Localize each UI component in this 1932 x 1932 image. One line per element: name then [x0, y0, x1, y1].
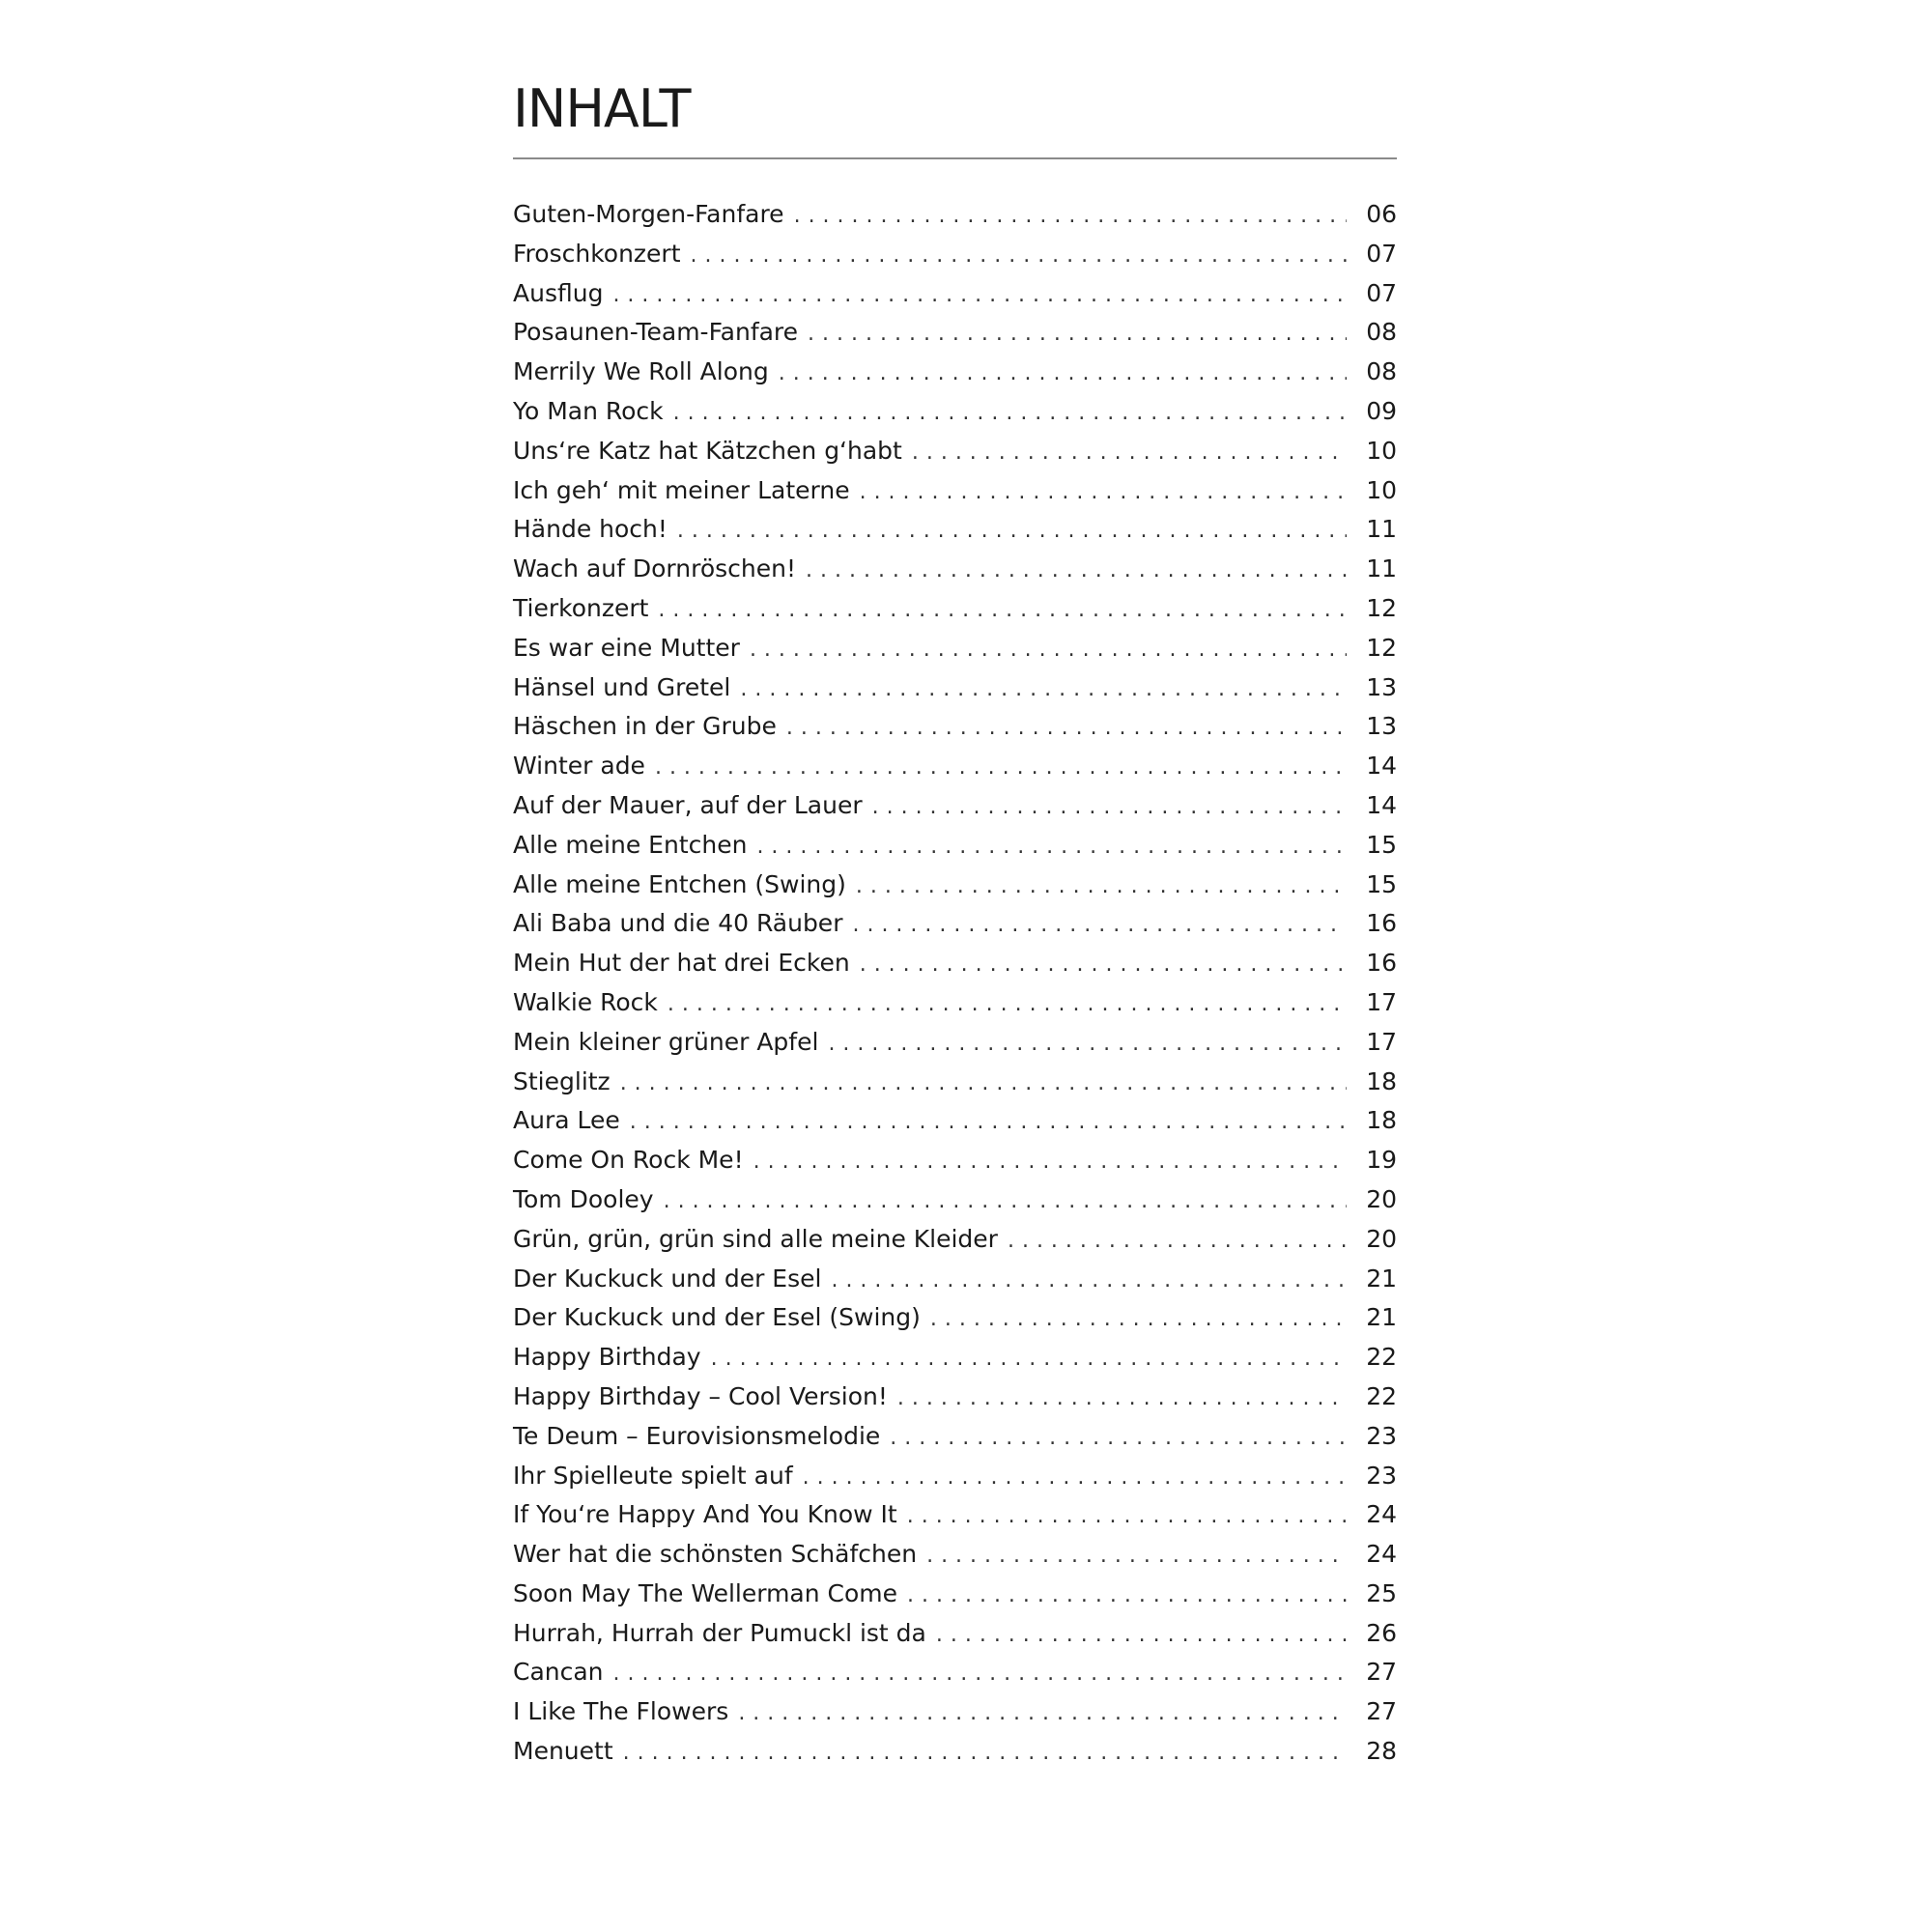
toc-entry [513, 1457, 1397, 1496]
toc-entry [513, 747, 1397, 786]
toc-entry-title: Uns‘re Katz hat Kätzchen g‘habt [513, 436, 902, 465]
dot-leader [677, 512, 1347, 552]
dot-leader [673, 394, 1347, 434]
dot-leader [738, 1694, 1347, 1734]
toc-entry-page-number: 12 [1366, 593, 1397, 622]
toc-entry-page-number: 16 [1366, 909, 1397, 938]
toc-entry-title: Wach auf Dornröschen! [513, 554, 797, 583]
dot-leader [750, 631, 1347, 670]
toc-entry-page-number: 20 [1366, 1184, 1397, 1213]
toc-entry-page-number: 21 [1366, 1303, 1397, 1332]
dot-leader [930, 1300, 1347, 1340]
toc-entry [513, 629, 1397, 668]
dot-leader [786, 709, 1347, 749]
toc-entry [513, 313, 1397, 353]
toc-entry-page-number: 08 [1366, 318, 1397, 347]
toc-entry-title: Mein Hut der hat drei Ecken [513, 949, 850, 978]
toc-entry [513, 707, 1397, 747]
toc-entry-page-number: 14 [1366, 790, 1397, 819]
toc-entry [513, 195, 1397, 235]
toc-entry-title: Walkie Rock [513, 987, 658, 1016]
toc-entry-title: Guten-Morgen-Fanfare [513, 200, 784, 228]
toc-entry-title: Stieglitz [513, 1066, 611, 1095]
dot-leader [668, 985, 1347, 1025]
toc-entry [513, 432, 1397, 471]
toc-entry [513, 826, 1397, 866]
dot-leader [860, 473, 1347, 513]
toc-entry-page-number: 28 [1366, 1737, 1397, 1766]
dot-leader [890, 1419, 1347, 1459]
toc-entry-title: Ali Baba und die 40 Räuber [513, 909, 843, 938]
toc-entry [513, 1101, 1397, 1141]
toc-entry-title: Hurrah, Hurrah der Pumuckl ist da [513, 1618, 926, 1647]
toc-entry [513, 668, 1397, 708]
toc-entry [513, 1653, 1397, 1692]
toc-entry-page-number: 12 [1366, 633, 1397, 662]
page-title: INHALT [513, 78, 691, 139]
dot-leader [831, 1262, 1347, 1301]
dot-leader [756, 828, 1347, 867]
toc-entry-page-number: 22 [1366, 1343, 1397, 1372]
toc-entry-title: Yo Man Rock [513, 396, 664, 425]
toc-entry [513, 1614, 1397, 1654]
dot-leader [613, 1655, 1347, 1694]
toc-entry [513, 1692, 1397, 1732]
toc-entry [513, 1180, 1397, 1220]
toc-entry-page-number: 27 [1366, 1658, 1397, 1687]
dot-leader [620, 1065, 1347, 1104]
toc-entry-page-number: 08 [1366, 357, 1397, 386]
toc-entry [513, 589, 1397, 629]
toc-entry-title: Come On Rock Me! [513, 1146, 744, 1175]
toc-entry [513, 1260, 1397, 1299]
toc-entry-title: Tom Dooley [513, 1184, 654, 1213]
toc-entry [513, 786, 1397, 826]
toc-entry-page-number: 15 [1366, 830, 1397, 859]
toc-entry-title: Hände hoch! [513, 515, 668, 544]
toc-entry-page-number: 24 [1366, 1540, 1397, 1569]
toc-entry-page-number: 09 [1366, 396, 1397, 425]
dot-leader [779, 355, 1347, 394]
dot-leader [740, 670, 1347, 710]
toc-entry [513, 1732, 1397, 1772]
toc-entry-page-number: 24 [1366, 1500, 1397, 1529]
dot-leader [630, 1103, 1347, 1143]
toc-entry [513, 1535, 1397, 1575]
toc-entry-page-number: 19 [1366, 1146, 1397, 1175]
toc-entry-page-number: 16 [1366, 949, 1397, 978]
toc-entry-page-number: 07 [1366, 278, 1397, 307]
toc-entry-page-number: 06 [1366, 200, 1397, 228]
toc-entry [513, 983, 1397, 1023]
toc-entry-title: Posaunen-Team-Fanfare [513, 318, 799, 347]
toc-entry-title: Der Kuckuck und der Esel (Swing) [513, 1303, 921, 1332]
toc-entry-title: Winter ade [513, 752, 645, 781]
dot-leader [806, 552, 1347, 591]
toc-entry-title: Ausflug [513, 278, 604, 307]
toc-entry [513, 944, 1397, 983]
dot-leader [612, 276, 1347, 316]
dot-leader [852, 906, 1347, 946]
toc-entry-title: If You‘re Happy And You Know It [513, 1500, 897, 1529]
toc-entry-page-number: 10 [1366, 475, 1397, 504]
toc-entry-page-number: 14 [1366, 752, 1397, 781]
dot-leader [828, 1025, 1347, 1065]
toc-entry [513, 904, 1397, 944]
dot-leader [936, 1616, 1347, 1656]
toc-entry-title: Wer hat die schönsten Schäfchen [513, 1540, 918, 1569]
toc-entry-title: Alle meine Entchen (Swing) [513, 869, 846, 898]
toc-entry-title: Mein kleiner grüner Apfel [513, 1027, 819, 1056]
dot-leader [856, 867, 1347, 907]
toc-entry-title: Es war eine Mutter [513, 633, 740, 662]
dot-leader [691, 237, 1347, 276]
toc-entry-title: Aura Lee [513, 1106, 620, 1135]
toc-entry-title: Froschkonzert [513, 239, 681, 268]
toc-entry-title: Menuett [513, 1737, 613, 1766]
toc-entry-page-number: 22 [1366, 1381, 1397, 1410]
toc-entry-title: Grün, grün, grün sind alle meine Kleider [513, 1224, 998, 1253]
toc-entry-title: Happy Birthday – Cool Version! [513, 1381, 888, 1410]
toc-entry [513, 1298, 1397, 1338]
toc-entry [513, 1141, 1397, 1180]
toc-entry [513, 235, 1397, 274]
dot-leader [623, 1734, 1347, 1774]
toc-entry [513, 1495, 1397, 1535]
toc-entry-title: Cancan [513, 1658, 604, 1687]
toc-entry-page-number: 27 [1366, 1697, 1397, 1726]
toc-entry [513, 1338, 1397, 1378]
toc-entry-title: Hänsel und Gretel [513, 672, 731, 701]
dot-leader [926, 1537, 1347, 1577]
toc-entry-page-number: 15 [1366, 869, 1397, 898]
toc-entry [513, 1023, 1397, 1063]
toc-entry [513, 471, 1397, 511]
toc-entry-title: Ihr Spielleute spielt auf [513, 1461, 793, 1490]
dot-leader [912, 434, 1347, 473]
dot-leader [753, 1143, 1347, 1182]
toc-entry-page-number: 11 [1366, 554, 1397, 583]
toc-entry-page-number: 23 [1366, 1461, 1397, 1490]
dot-leader [794, 197, 1347, 237]
toc-entry-page-number: 17 [1366, 987, 1397, 1016]
toc-entry-page-number: 17 [1366, 1027, 1397, 1056]
toc-entry-page-number: 11 [1366, 515, 1397, 544]
toc-entry [513, 392, 1397, 432]
dot-leader [655, 749, 1347, 788]
toc-entry-title: Tierkonzert [513, 593, 649, 622]
toc-entry-page-number: 26 [1366, 1618, 1397, 1647]
toc-entry-title: Häschen in der Grube [513, 712, 777, 741]
title-divider [513, 157, 1397, 159]
toc-entry-title: Soon May The Wellerman Come [513, 1578, 898, 1607]
dot-leader [907, 1497, 1347, 1537]
dot-leader [808, 315, 1347, 355]
toc-entry-title: Auf der Mauer, auf der Lauer [513, 790, 863, 819]
dot-leader [1008, 1222, 1347, 1262]
dot-leader [907, 1577, 1347, 1616]
toc-entry-page-number: 25 [1366, 1578, 1397, 1607]
toc-entry-page-number: 07 [1366, 239, 1397, 268]
toc-entry [513, 1575, 1397, 1614]
toc-entry [513, 1378, 1397, 1417]
toc-entry-page-number: 13 [1366, 712, 1397, 741]
toc-list [513, 195, 1397, 1772]
dot-leader [664, 1182, 1347, 1222]
dot-leader [658, 591, 1347, 631]
toc-entry [513, 866, 1397, 905]
toc-entry-title: I Like The Flowers [513, 1697, 729, 1726]
toc-entry [513, 510, 1397, 550]
toc-entry-page-number: 10 [1366, 436, 1397, 465]
toc-entry-page-number: 13 [1366, 672, 1397, 701]
toc-entry-title: Ich geh‘ mit meiner Laterne [513, 475, 850, 504]
toc-entry-page-number: 18 [1366, 1066, 1397, 1095]
dot-leader [860, 946, 1347, 985]
dot-leader [803, 1459, 1347, 1498]
toc-entry [513, 274, 1397, 314]
toc-entry-page-number: 23 [1366, 1421, 1397, 1450]
dot-leader [711, 1340, 1347, 1379]
toc-entry-page-number: 20 [1366, 1224, 1397, 1253]
toc-entry-page-number: 21 [1366, 1264, 1397, 1293]
toc-entry-title: Alle meine Entchen [513, 830, 748, 859]
toc-entry-title: Te Deum – Eurovisionsmelodie [513, 1421, 881, 1450]
toc-entry [513, 550, 1397, 589]
toc-entry [513, 353, 1397, 392]
toc-entry-title: Happy Birthday [513, 1343, 701, 1372]
toc-entry-title: Der Kuckuck und der Esel [513, 1264, 822, 1293]
dot-leader [872, 788, 1347, 828]
toc-entry-page-number: 18 [1366, 1106, 1397, 1135]
dot-leader [897, 1379, 1347, 1419]
toc-entry [513, 1220, 1397, 1260]
toc-entry [513, 1063, 1397, 1102]
toc-entry-title: Merrily We Roll Along [513, 357, 769, 386]
toc-entry [513, 1417, 1397, 1457]
